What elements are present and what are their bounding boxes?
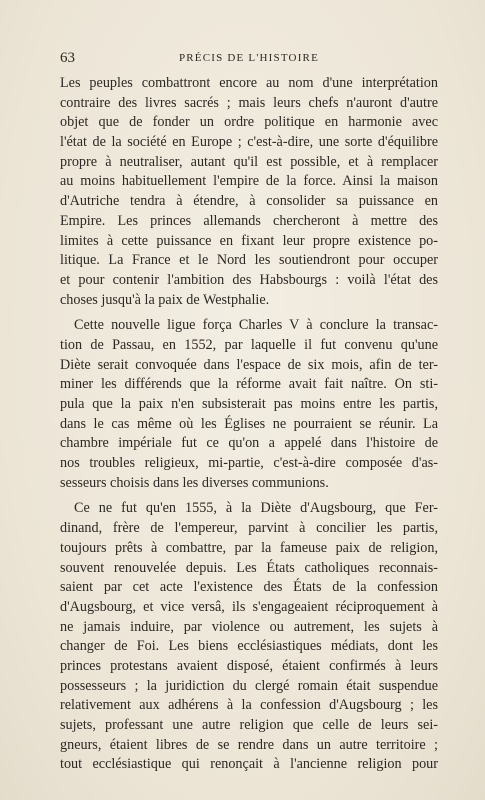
paragraph-3: [60, 499, 438, 775]
text-line: toujours prêts à combattre, par la fameuse paix de religion,: [60, 539, 438, 556]
text-line: contraire des livres sacrés ; mais leurs chefs n'auront d'autre: [60, 94, 438, 111]
text-line: l'état de la société en Europe ; c'est-à-dire, une sorte d'équilibre: [60, 134, 438, 151]
text-line: Cette nouvelle ligue força Charles V à conclure la transac-: [74, 317, 438, 334]
text-line: objet que de fonder un ordre politique en harmonie avec: [60, 114, 438, 131]
body-text: [60, 74, 438, 781]
text-line: d'Autriche tendra à étendre, à consolider sa puissance en: [60, 193, 438, 210]
text-line: dans le cas même où les Églises ne pourraient se réunir. La: [60, 415, 438, 432]
running-title: PRÉCIS DE L'HISTOIRE: [178, 52, 320, 64]
text-line: d'Augsbourg, et vice versâ, ils s'engageaient réciproquement à: [60, 598, 438, 615]
text-line: sujets, professant une autre religion que celle de leurs sei-: [60, 717, 438, 733]
text-line: princes protestans avaient disposé, étaient confirmés à leurs: [60, 657, 438, 674]
text-line: dinand, frère de l'empereur, parvint à concilier les partis,: [60, 520, 438, 537]
text-line: limites à cette puissance en fixant leur propre existence po-: [60, 232, 438, 249]
text-line: et pour contenir l'ambition des Habsbourgs : voilà l'état des: [60, 271, 438, 288]
text-line: pula que la paix n'en subsisterait pas moins entre les partis,: [60, 396, 438, 412]
text-line: propre à neutraliser, autant qu'il est possible, et à remplacer: [60, 153, 438, 170]
text-line: au moins habituellement l'empire de la force. Ainsi la maison: [60, 173, 438, 190]
text-line: tion de Passau, en 1552, par laquelle il fut convenu qu'une: [60, 336, 438, 353]
text-line: miner les différends que la réforme avait fait naître. On sti-: [60, 376, 438, 393]
text-line: tout ecclésiastique qui renonçait à l'ancienne religion pour: [60, 756, 438, 773]
text-line: possesseurs ; la juridiction du clergé romain était suspendue: [60, 677, 438, 694]
paragraph-2: [60, 316, 438, 493]
text-line: ne jamais induire, par violence ou autrement, les sujets à: [60, 618, 438, 635]
text-line: Empire. Les princes allemands chercheront à mettre des: [60, 212, 438, 229]
text-line: Ce ne fut qu'en 1555, à la Diète d'Augsbourg, que Fer-: [74, 500, 438, 517]
text-line: changer de Foi. Les biens ecclésiastiques médiats, dont les: [60, 638, 438, 655]
text-line: chambre impériale fut ce qu'on a appelé dans l'histoire de: [60, 435, 438, 452]
text-line: Diète serait convoquée dans l'espace de six mois, afin de ter-: [60, 356, 438, 373]
text-line: gneurs, étaient libres de se rendre dans un autre territoire ;: [60, 736, 438, 753]
text-line: Les peuples combattront encore au nom d'une interprétation: [60, 75, 438, 91]
text-line: saient par cet acte l'existence des États de la confession: [60, 579, 438, 596]
text-line: souvent renouvelée depuis. Les États catholiques reconnais-: [60, 559, 438, 576]
text-line: sesseurs choisis dans les diverses communions.: [60, 474, 329, 491]
paragraph-1: [60, 74, 438, 310]
text-line: relativement aux adhérens à la confession d'Augsbourg ; les: [60, 697, 438, 714]
page-header: [60, 50, 438, 70]
text-line: nos troubles religieux, mi-partie, c'est-à-dire composée d'as-: [60, 455, 438, 472]
page-number: 6​3: [60, 50, 75, 66]
text-line: choses jusqu'à la paix de Westphalie.: [60, 291, 270, 308]
text-line: litique. La France et le Nord les soutiendront pour occuper: [60, 252, 438, 269]
